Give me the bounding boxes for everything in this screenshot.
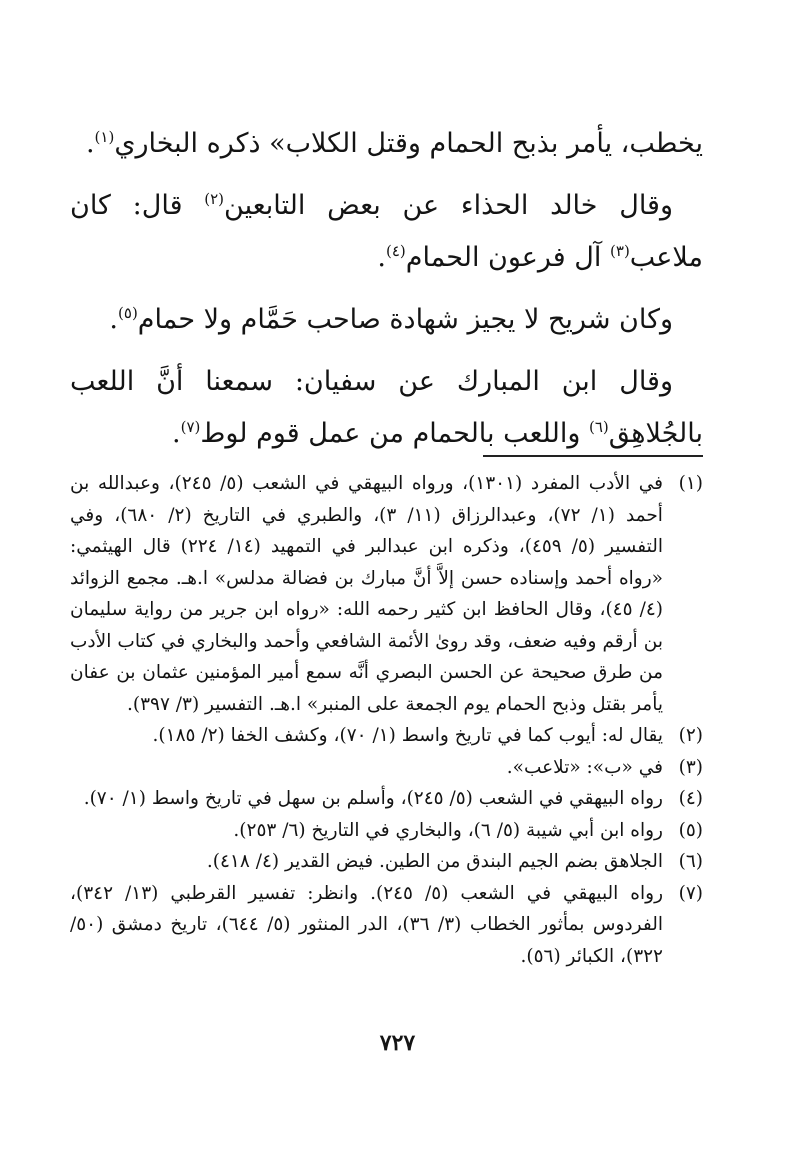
footnote-ref-7[interactable]: (٧): [180, 418, 201, 436]
footnote-number: (٢): [678, 725, 703, 746]
footnote-ref-6[interactable]: (٦): [588, 418, 609, 436]
paragraph-3: وكان شريح لا يجيز شهادة صاحب حَمَّام ولا حمام$^{(٥)}$.: [109, 304, 673, 335]
footnote-4: [70, 783, 703, 815]
main-text: [70, 118, 703, 470]
footnote-7: [70, 878, 703, 973]
footnote-number: (١): [678, 473, 703, 494]
footnote-ref-2[interactable]: (٢): [204, 190, 225, 208]
footnote-number: (٦): [678, 851, 703, 872]
footnote-3: [70, 752, 703, 784]
footnote-6: [70, 846, 703, 878]
paragraph-2: وقال خالد الحذاء عن بعض التابعين$^{(٢)}$ قال: كان ملاعب$^{(٣)}$ آل فرعون الحمام$^{(٤)}$.: [70, 190, 703, 273]
page-number: ٧٢٧: [379, 1030, 416, 1056]
footnote-1: [70, 468, 703, 720]
footnote-5: [70, 815, 703, 847]
footnote-number: (٧): [678, 882, 703, 904]
footnote-text: في «ب»: «تلاعب».: [506, 756, 663, 778]
footnote-number: (٣): [678, 756, 703, 778]
footnote-text: رواه ابن أبي شيبة (٥/ ٦)، والبخاري في التاريخ (٦/ ٢٥٣).: [233, 819, 663, 841]
footnote-number: (٥): [678, 819, 703, 841]
footnote-divider: [483, 455, 703, 457]
footnote-number: (٤): [678, 788, 703, 809]
footnote-text: في الأدب المفرد (١٣٠١)، ورواه البيهقي في الشعب (٥/ ٢٤٥)، وعبدالله بن أحمد (١/ ٧٢)، وعبدالرزاق (١١/ ٣)، والطبري في التاريخ (٢/ ٦٨٠)، وفي التفسير (٥/ ٤٥٩)، وذكره ابن عبدالبر في التمهيد (١٤/ ٢٢٤) قال الهيثمي: «رواه أحمد وإسناده حسن إلاَّ أنَّ مبارك بن فضالة مدلس» ا.هـ. مجمع الزوائد (٤/ ٤٥)، وقال الحافظ ابن كثير رحمه الله: «رواه ابن جرير من رواية سليمان بن أرقم وفيه ضعف، وقد روىٰ الأئمة الشافعي وأحمد والبخاري في كتاب الأدب من طرق صحيحة عن الحسن البصري أنَّه سمع أمير المؤمنين عثمان بن عفان يأمر بقتل وذبح الحمام يوم الجمعة على المنبر» ا.هـ. التفسير (٣/ ٣٩٧).: [70, 473, 664, 715]
footnote-ref-4[interactable]: (٤): [385, 242, 406, 260]
footnote-ref-1[interactable]: (١): [94, 128, 115, 146]
footnote-text: رواه البيهقي في الشعب (٥/ ٢٤٥)، وأسلم بن سهل في تاريخ واسط (١/ ٧٠).: [83, 788, 663, 809]
footnote-2: [70, 720, 703, 752]
footnote-text: رواه البيهقي في الشعب (٥/ ٢٤٥). وانظر: تفسير القرطبي (١٣/ ٣٤٢)، الفردوس بمأثور الخطاب (٣/ ٣٦)، الدر المنثور (٥/ ٦٤٤)، تاريخ دمشق (٥٠/ ٣٢٢)، الكبائر (٥٦).: [70, 882, 664, 967]
paragraph-4: وقال ابن المبارك عن سفيان: سمعنا أنَّ اللعب بالجُلاهِق$^{(٦)}$ واللعب بالحمام من عمل قوم لوط$^{(٧)}$.: [70, 366, 703, 449]
footnote-ref-3[interactable]: (٣): [610, 242, 630, 260]
footnotes: [70, 468, 703, 972]
footnote-text: الجلاهق بضم الجيم البندق من الطين. فيض القدير (٤/ ٤١٨).: [206, 851, 663, 872]
paragraph-1: يخطب، يأمر بذبح الحمام وقتل الكلاب» ذكره البخاري$^{(١)}$.: [85, 128, 703, 159]
footnote-ref-5[interactable]: (٥): [118, 304, 138, 322]
footnote-text: يقال له: أيوب كما في تاريخ واسط (١/ ٧٠)، وكشف الخفا (٢/ ١٨٥).: [152, 725, 663, 746]
